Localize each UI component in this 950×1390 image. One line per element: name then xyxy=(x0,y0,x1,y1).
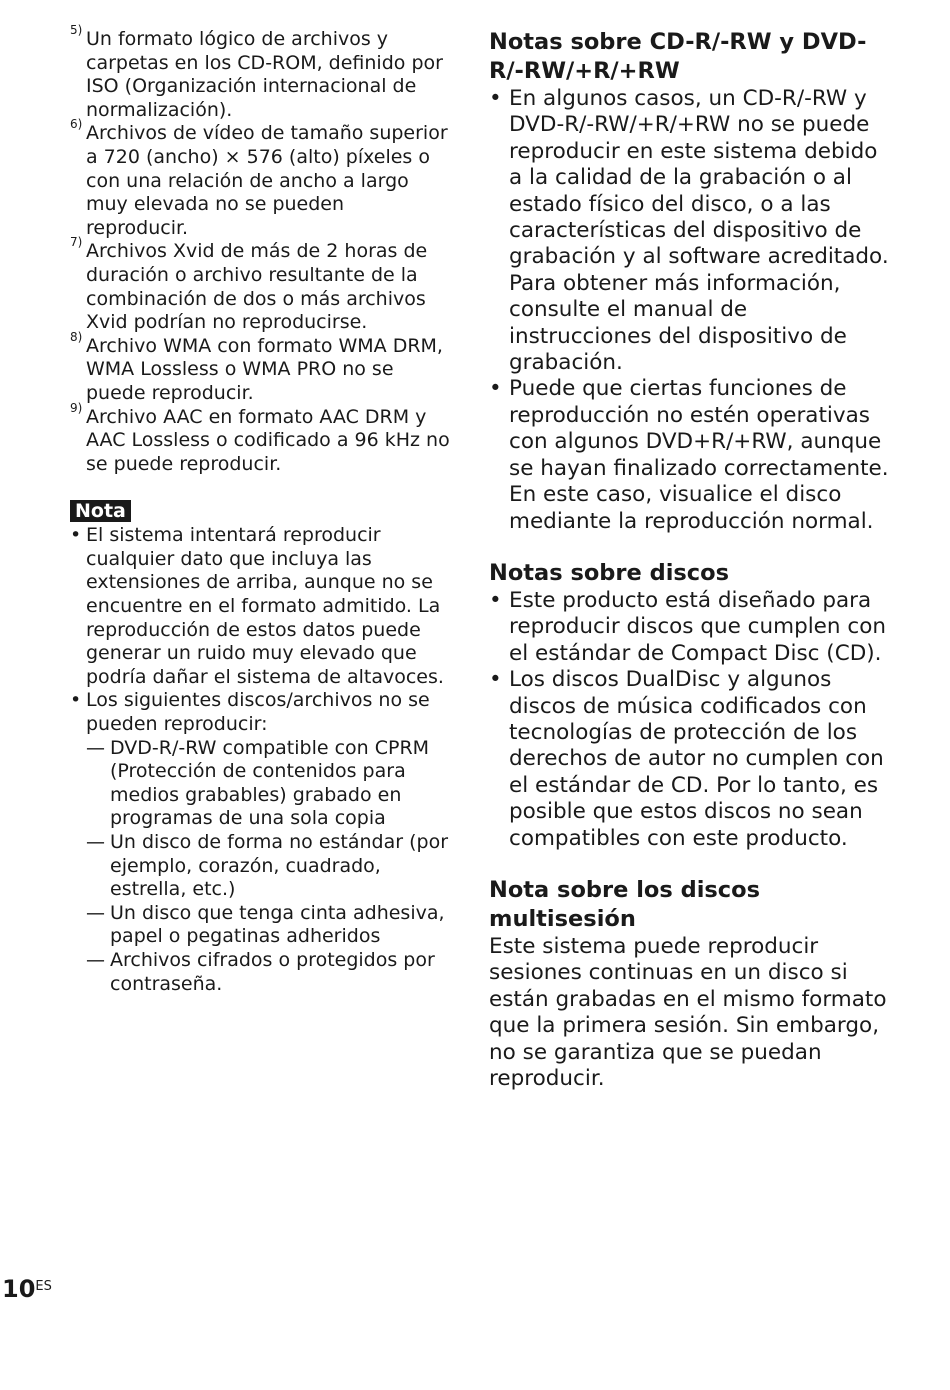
footnote-6 xyxy=(70,117,450,240)
list-item: • En algunos casos, un CD-R/-RW y DVD-R/-RW/+R/+RW no se puede reproducir en este sistema debido a la calidad de la grabación o al estado físico del disco, o a las características del dispositivo de grabación y al software acreditado. Para obtener más información, consulte el manual de instrucciones del dispositivo de grabación. xyxy=(489,86,889,376)
nota-label: Nota xyxy=(70,500,131,522)
dash-item: — DVD-R/-RW compatible con CPRM (Protección de contenidos para medios grabables) grabado en programas de una sola copia xyxy=(86,737,450,831)
footnote-number: 9) xyxy=(70,400,83,415)
left-column xyxy=(70,23,450,996)
dash-item: — Archivos cifrados o protegidos por contraseña. xyxy=(86,949,450,996)
page-number xyxy=(2,1274,52,1304)
cdr-dvdr-list xyxy=(489,86,889,535)
section-title-discos: Notas sobre discos xyxy=(489,559,729,586)
footnotes xyxy=(70,23,450,476)
footnote-text: Archivos Xvid de más de 2 horas de duración o archivo resultante de la combinación de dos o más archivos Xvid podrían no reproducirse. xyxy=(86,240,428,334)
nota-list xyxy=(70,524,450,996)
right-column xyxy=(489,28,889,1092)
footnote-5 xyxy=(70,23,450,122)
footnote-text: Un formato lógico de archivos y carpetas en los CD-ROM, definido por ISO (Organización internacional de normalización). xyxy=(86,28,443,121)
footnote-number: 7) xyxy=(70,235,83,250)
dash-item: — Un disco que tenga cinta adhesiva, papel o pegatinas adheridos xyxy=(86,902,450,949)
dash-list xyxy=(86,737,450,997)
list-item: • Los discos DualDisc y algunos discos de música codificados con tecnologías de protección de los derechos de autor no cumplen con el estándar de CD. Por lo tanto, es posible que estos discos no sean compatibles con este producto. xyxy=(489,667,889,852)
section-title-cdr-dvdr: Notas sobre CD-R/-RW y DVD-R/-RW/+R/+RW xyxy=(489,29,867,84)
multisesion-body: Este sistema puede reproducir sesiones continuas en un disco si están grabadas en el mismo formato que la primera sesión. Sin embargo, no se garantiza que se puedan reproducir. xyxy=(489,933,887,1091)
list-item: • Puede que ciertas funciones de reproducción no estén operativas con algunos DVD+R/+RW, aunque se hayan finalizado correctamente. En este caso, visualice el disco mediante la reproducción normal. xyxy=(489,376,889,534)
list-item xyxy=(70,524,450,689)
footnote-7 xyxy=(70,235,450,334)
footnote-number: 8) xyxy=(70,329,83,344)
footnote-number: 6) xyxy=(70,117,83,132)
list-item-text: El sistema intentará reproducir cualquier dato que incluya las extensiones de arriba, aunque no se encuentre en el formato admitido. La reproducción de estos datos puede generar un ruido muy elevado que podría dañar el sistema de altavoces. xyxy=(86,524,444,688)
discos-list xyxy=(489,588,889,852)
list-item: • Este producto está diseñado para reproducir discos que cumplen con el estándar de Compact Disc (CD). xyxy=(489,588,889,667)
section-title-multisesion: Nota sobre los discos multisesión xyxy=(489,876,760,932)
footnote-text: Archivo AAC en formato AAC DRM y AAC Lossless o codificado a 96 kHz no se puede reproducir. xyxy=(86,405,450,475)
list-item-text: Los siguientes discos/archivos no se pueden reproducir: xyxy=(86,689,430,736)
page-number-value: 10 xyxy=(2,1275,36,1303)
footnote-9 xyxy=(70,400,450,477)
footnote-text: Archivos de vídeo de tamaño superior a 720 (ancho) × 576 (alto) píxeles o con una relación de ancho a largo muy elevada no se pueden reproducir. xyxy=(86,122,448,239)
list-item xyxy=(70,689,450,996)
footnote-number: 5) xyxy=(70,23,83,37)
footnote-text: Archivo WMA con formato WMA DRM, WMA Lossless o WMA PRO no se puede reproducir. xyxy=(86,334,443,404)
dash-item: — Un disco de forma no estándar (por ejemplo, corazón, cuadrado, estrella, etc.) xyxy=(86,831,450,902)
page-number-suffix: ES xyxy=(35,1279,52,1294)
footnote-8 xyxy=(70,329,450,406)
